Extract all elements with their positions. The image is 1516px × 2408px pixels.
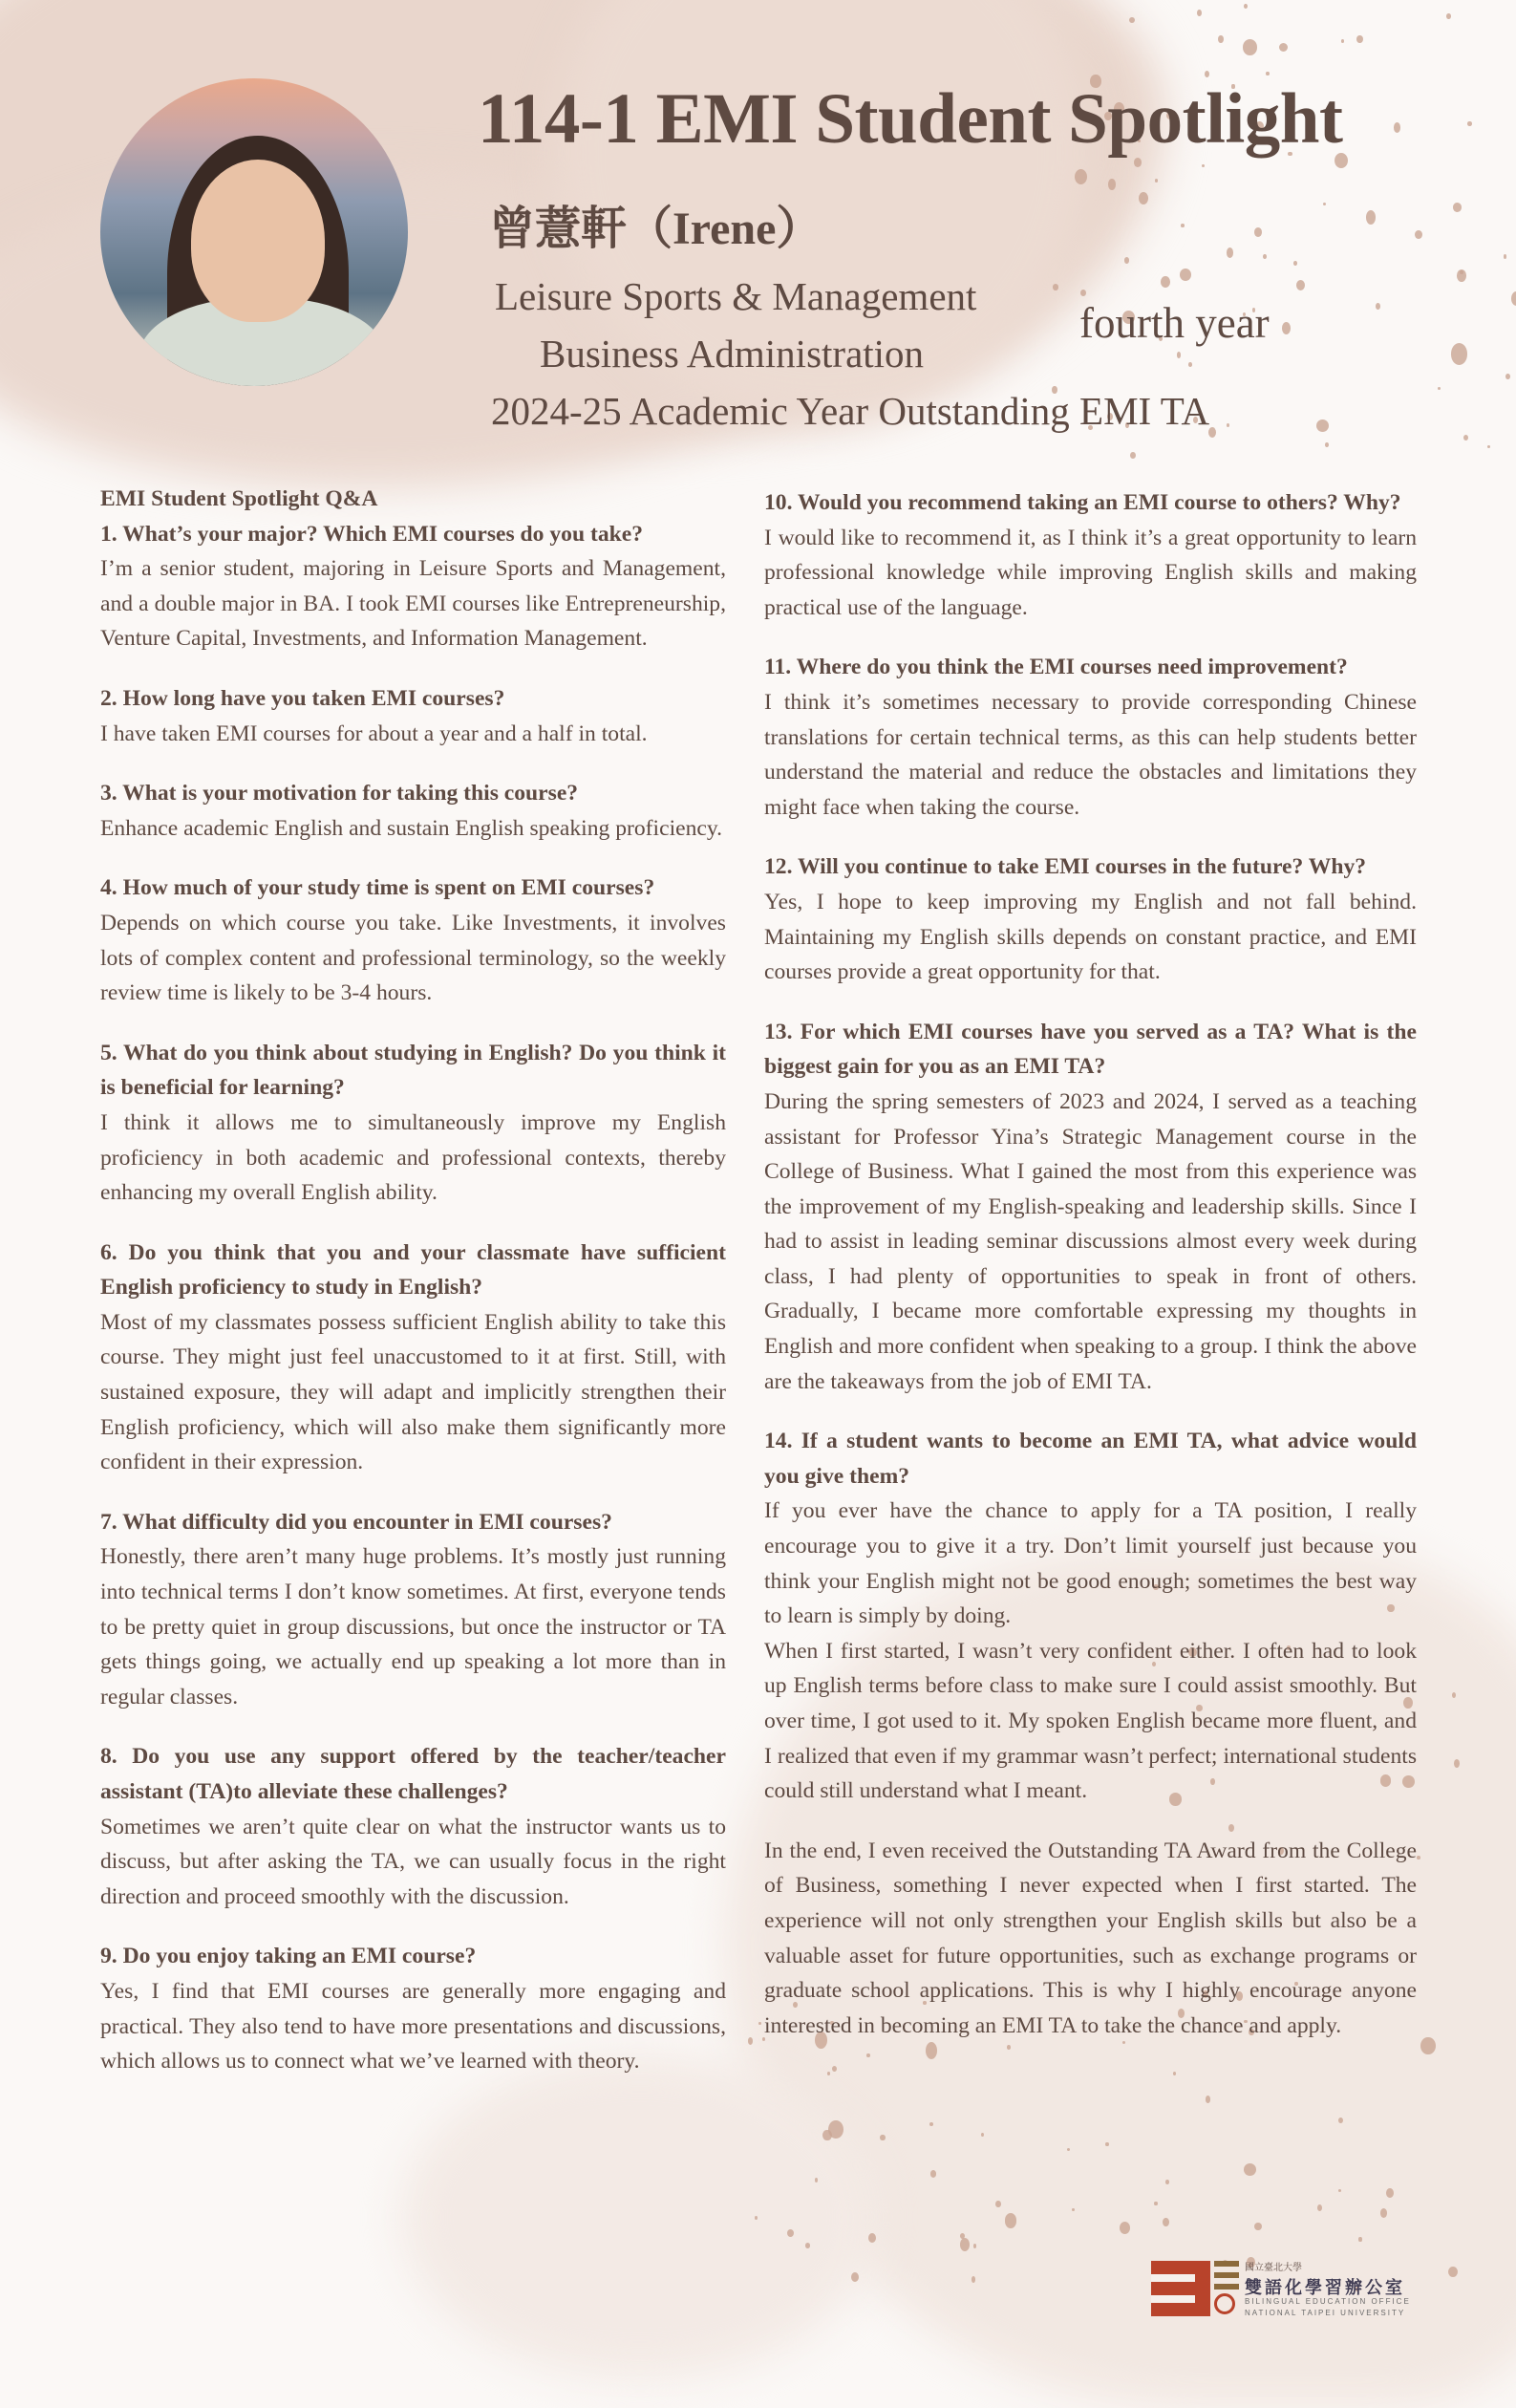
qa-answer: I have taken EMI courses for about a year and a half in total. bbox=[100, 720, 648, 746]
splatter-dot bbox=[1376, 303, 1380, 310]
splatter-dot bbox=[1356, 35, 1363, 43]
qa-question: 12. Will you continue to take EMI courses in the future? Why? bbox=[764, 854, 1367, 880]
logo-bars bbox=[1214, 2261, 1239, 2290]
splatter-dot bbox=[1007, 2045, 1011, 2049]
qa-question: 8. Do you use any support offered by the teacher/teacher assistant (TA)to alleviate these challenges? bbox=[100, 1744, 726, 1804]
qa-spacer bbox=[764, 990, 1417, 1015]
photo-face bbox=[191, 160, 325, 322]
splatter-dot bbox=[880, 2135, 885, 2141]
qa-question: 9. Do you enjoy taking an EMI course? bbox=[100, 1944, 477, 1969]
splatter-dot bbox=[1453, 203, 1463, 212]
qa-question: 13. For which EMI courses have you served as a TA? What is the biggest gain for you as an EMI TA? bbox=[764, 1019, 1417, 1080]
splatter-dot bbox=[1394, 122, 1400, 133]
qa-section-title: EMI Student Spotlight Q&A bbox=[100, 486, 378, 511]
splatter-dot bbox=[1180, 269, 1191, 281]
award-title: 2024-25 Academic Year Outstanding EMI TA bbox=[491, 389, 1210, 433]
splatter-dot bbox=[1467, 121, 1472, 126]
qa-left-column bbox=[100, 482, 726, 2079]
splatter-dot bbox=[758, 2022, 761, 2026]
qa-spacer bbox=[100, 751, 726, 776]
qa-answer: Most of my classmates possess sufficient English ability to take this course. They might just feel unaccustomed to it at first. Still, with sustained exposure, they will adapt and implicitly strengthen their English proficiency, which will also make them significantly more confident in their expression. bbox=[100, 1309, 726, 1475]
qa-spacer bbox=[100, 1011, 726, 1036]
qa-question: 2. How long have you taken EMI courses? bbox=[100, 685, 505, 711]
splatter-dot bbox=[1448, 2267, 1458, 2277]
splatter-dot bbox=[1206, 2096, 1211, 2103]
splatter-dot bbox=[866, 2053, 869, 2057]
splatter-dot bbox=[1105, 2142, 1108, 2146]
splatter-dot bbox=[1254, 227, 1262, 237]
splatter-dot bbox=[929, 2122, 933, 2126]
splatter-dot bbox=[1279, 43, 1288, 52]
qa-question: 10. Would you recommend taking an EMI course to others? Why? bbox=[764, 490, 1401, 515]
student-year: fourth year bbox=[1079, 299, 1270, 347]
splatter-dot bbox=[1293, 261, 1297, 266]
splatter-dot bbox=[1202, 164, 1205, 168]
bilingual-office-logo bbox=[1151, 2253, 1423, 2322]
logo-office-zh: 雙語化學習辦公室 bbox=[1245, 2278, 1405, 2297]
splatter-dot bbox=[1417, 1856, 1420, 1860]
qa-question: 1. What’s your major? Which EMI courses do you take? bbox=[100, 521, 644, 547]
qa-spacer bbox=[764, 1809, 1417, 1834]
splatter-dot bbox=[1197, 10, 1202, 16]
qa-answer: If you ever have the chance to apply for a TA position, I really encourage you to give it a try. Don’t limit yourself just because you think your English might not be good enough; sometimes the best way to learn is simply by doing. bbox=[764, 1498, 1417, 1629]
splatter-dot bbox=[1067, 2148, 1070, 2151]
splatter-dot bbox=[1227, 247, 1233, 257]
splatter-dot bbox=[1155, 179, 1159, 183]
qa-question: 14. If a student wants to become an EMI TA, what advice would you give them? bbox=[764, 1429, 1417, 1489]
logo-circle bbox=[1214, 2293, 1235, 2314]
qa-question: 3. What is your motivation for taking this course? bbox=[100, 781, 579, 806]
qa-spacer bbox=[100, 1480, 726, 1505]
splatter-dot bbox=[805, 2243, 810, 2247]
logo-university-en: NATIONAL TAIPEI UNIVERSITY bbox=[1245, 2309, 1406, 2317]
qa-answer: Yes, I find that EMI courses are generally more engaging and practical. They also tend to have more presentations and discussions, which allows us to connect what we’ve learned with theory. bbox=[100, 1978, 726, 2075]
qa-answer: In the end, I even received the Outstanding TA Award from the College of Business, something I never expected when I first started. The experience will not only strengthen your English skills but also be a valuable asset for future opportunities, such as exchange programs or graduate school applications. This is why I highly encourage anyone interested in becoming an EMI TA to take the chance and apply. bbox=[764, 1838, 1417, 2038]
page-title: 114-1 EMI Student Spotlight bbox=[478, 79, 1343, 159]
qa-question: 5. What do you think about studying in English? Do you think it is beneficial for learning? bbox=[100, 1040, 726, 1101]
splatter-dot bbox=[1438, 387, 1441, 390]
splatter-dot bbox=[1282, 322, 1291, 333]
splatter-dot bbox=[1323, 203, 1326, 205]
splatter-dot bbox=[1080, 290, 1086, 296]
qa-question: 6. Do you think that you and your classmate have sufficient English proficiency to study in English? bbox=[100, 1239, 726, 1301]
splatter-dot bbox=[755, 2216, 758, 2221]
qa-spacer bbox=[100, 1211, 726, 1236]
qa-answer: When I first started, I wasn’t very confident either. I often had to look up English terms before class to make sure I could assist smoothly. But over time, I got used to it. My spoken English became more fluent, and I realized that even if my grammar wasn’t perfect; international students could still understand what I meant. bbox=[764, 1638, 1417, 1804]
qa-spacer bbox=[100, 656, 726, 681]
splatter-dot bbox=[1463, 435, 1468, 441]
student-photo bbox=[100, 78, 408, 386]
splatter-dot bbox=[1358, 2237, 1361, 2242]
qa-spacer bbox=[100, 846, 726, 871]
qa-answer: I would like to recommend it, as I think it’s a great opportunity to learn professional knowledge while improving English skills and making practical use of the language. bbox=[764, 525, 1417, 620]
student-name: 曾薏軒（Irene） bbox=[489, 204, 822, 254]
splatter-dot bbox=[1120, 2222, 1130, 2234]
splatter-dot bbox=[828, 2120, 843, 2139]
qa-answer: Sometimes we aren’t quite clear on what the instructor wants us to discuss, but after asking the TA, we can usually focus in the right direction and proceed smoothly with the discussion. bbox=[100, 1814, 726, 1909]
splatter-dot bbox=[1420, 2037, 1435, 2054]
qa-spacer bbox=[764, 625, 1417, 650]
qa-answer: Enhance academic English and sustain English speaking proficiency. bbox=[100, 815, 723, 841]
splatter-dot bbox=[1316, 419, 1329, 432]
qa-answer: I think it’s sometimes necessary to provide corresponding Chinese translations for certain technical terms, as this can help students better understand the material and reduce the obstacles and limitations they might face when taking the course. bbox=[764, 689, 1417, 820]
qa-answer: I think it allows me to simultaneously improve my English proficiency in both academic and professional contexts, thereby enhancing my overall English ability. bbox=[100, 1109, 726, 1206]
splatter-dot bbox=[1005, 2213, 1017, 2228]
qa-spacer bbox=[764, 825, 1417, 849]
splatter-dot bbox=[1263, 254, 1267, 259]
splatter-dot bbox=[960, 2238, 970, 2251]
splatter-dot bbox=[1129, 17, 1135, 23]
splatter-dot bbox=[1161, 276, 1170, 288]
splatter-dot bbox=[1124, 257, 1130, 264]
splatter-dot bbox=[1487, 445, 1490, 448]
splatter-dot bbox=[1505, 374, 1510, 379]
qa-answer: I’m a senior student, majoring in Leisure Sports and Management, and a double major in BA. I took EMI courses like Entrepreneurship, Venture Capital, Investments, and Information Management. bbox=[100, 556, 726, 652]
splatter-dot bbox=[973, 2244, 976, 2247]
splatter-dot bbox=[1366, 210, 1376, 225]
splatter-dot bbox=[1244, 4, 1248, 9]
qa-spacer bbox=[100, 1914, 726, 1939]
splatter-dot bbox=[1296, 280, 1305, 290]
logo-office-en: BILINGUAL EDUCATION OFFICE bbox=[1245, 2297, 1411, 2306]
background-wash bbox=[401, 2054, 879, 2379]
splatter-dot bbox=[1415, 230, 1422, 239]
qa-answer: Honestly, there aren’t many huge problems. It’s mostly just running into technical terms I don’t know sometimes. At first, everyone tends to be pretty quiet in group discussions, but once the instructor or TA gets things going, we actually end up speaking a lot more than in regular classes. bbox=[100, 1544, 726, 1709]
logo-mark bbox=[1151, 2261, 1210, 2316]
splatter-dot bbox=[748, 2037, 754, 2045]
splatter-dot bbox=[1177, 352, 1182, 358]
splatter-dot bbox=[1188, 362, 1192, 367]
qa-question: 11. Where do you think the EMI courses need improvement? bbox=[764, 655, 1348, 680]
splatter-dot bbox=[815, 2178, 818, 2182]
splatter-dot bbox=[1139, 192, 1148, 204]
splatter-dot bbox=[1218, 35, 1224, 43]
qa-answer: Yes, I hope to keep improving my English and not fall behind. Maintaining my English skills depends on constant practice, and EMI courses provide a great opportunity for that. bbox=[764, 889, 1417, 985]
splatter-dot bbox=[1386, 2188, 1394, 2198]
splatter-dot bbox=[1130, 452, 1136, 459]
qa-question: 4. How much of your study time is spent on EMI courses? bbox=[100, 875, 655, 901]
logo-university-zh: 國立臺北大學 bbox=[1245, 2263, 1302, 2273]
qa-answer: During the spring semesters of 2023 and 2024, I served as a teaching assistant for Professor Yina’s Strategic Management course in the College of Business. What I gained the most from this experience was the improvement of my English-speaking and leadership skills. Since I had to assist in leading seminar discussions almost every week during class, I had plenty of opportunities to speak in front of others. Gradually, I became more comfortable expressing my thoughts in English and more confident when speaking to a group. I think the above are the takeaways from the job of EMI TA. bbox=[764, 1088, 1417, 1394]
department-primary: Leisure Sports & Management bbox=[495, 274, 977, 318]
splatter-dot bbox=[1325, 442, 1330, 447]
splatter-dot bbox=[1338, 2118, 1343, 2123]
splatter-dot bbox=[1511, 291, 1516, 307]
qa-spacer bbox=[100, 1714, 726, 1739]
qa-question: 7. What difficulty did you encounter in EMI courses? bbox=[100, 1509, 612, 1535]
splatter-dot bbox=[832, 2066, 837, 2072]
splatter-dot bbox=[868, 2233, 876, 2243]
splatter-dot bbox=[1457, 269, 1466, 282]
department-secondary: Business Administration bbox=[540, 332, 925, 376]
qa-spacer bbox=[764, 1399, 1417, 1424]
qa-answer: Depends on which course you take. Like Investments, it involves lots of complex content and professional terminology, so the weekly review time is likely to be 3-4 hours. bbox=[100, 910, 726, 1006]
splatter-dot bbox=[1504, 254, 1507, 259]
splatter-dot bbox=[1266, 72, 1269, 75]
splatter-dot bbox=[1341, 39, 1344, 43]
splatter-dot bbox=[1243, 39, 1257, 55]
splatter-dot bbox=[1227, 423, 1229, 427]
qa-right-column bbox=[764, 485, 1417, 2043]
splatter-dot bbox=[1165, 2180, 1169, 2184]
splatter-dot bbox=[1446, 13, 1450, 19]
splatter-dot bbox=[1451, 343, 1467, 365]
splatter-dot bbox=[1181, 224, 1184, 227]
splatter-dot bbox=[1205, 71, 1209, 77]
